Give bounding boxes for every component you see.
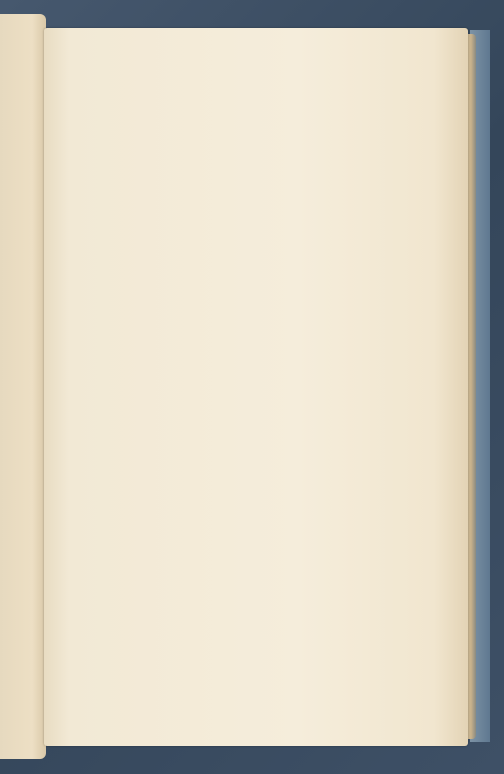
facing-page xyxy=(0,14,46,759)
book-page xyxy=(44,28,468,746)
